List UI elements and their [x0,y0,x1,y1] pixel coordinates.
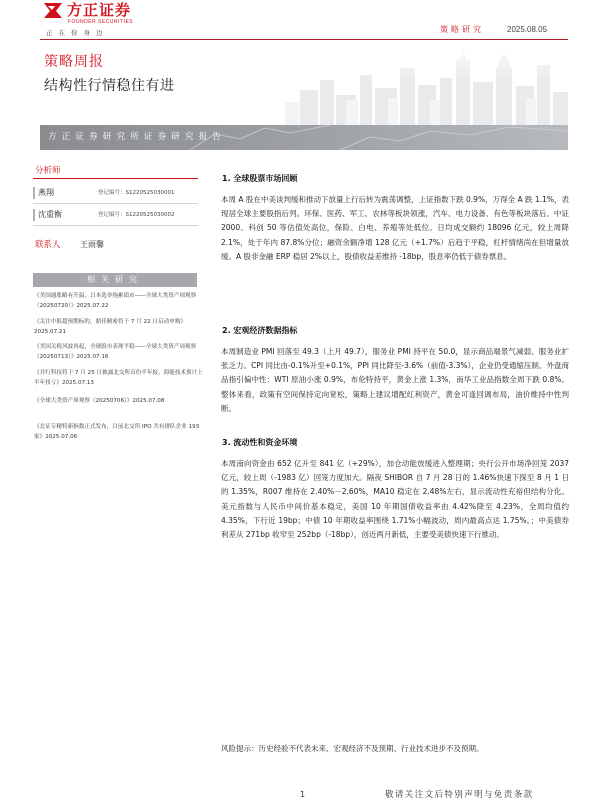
related-research-item[interactable]: 《美国关税风波再起，全球股市表现平稳——全球大类资产周观察（20250713）》2025.07.16 [34,344,197,360]
related-research-title: 相关研究 [87,275,143,284]
contact-label: 联系人 [35,240,61,250]
brand-slogan: 正在你身边 [46,29,109,37]
analyst-name: 沈重衡 [38,210,62,219]
related-research-item[interactable]: 《并行科技将于 7 月 25 日披露北交所首份半年报，海能技术预计上半年扭亏》2025.07.13 [34,370,203,386]
section-body: 本周南向资金由 652 亿升至 841 亿（+29%），加仓动能放缓进入整理期；央行公开市场净回笼 2037 亿元，较上周（-1983 亿）回笼力度加大。隔夜 SHIBOR 自 7 月 28 日的 1.46%快速下探至 8 月 1 日的 1.35%，R007 维持在 2.40%－2.60%，MA10 稳定在 2.48%左右，显示流动性充裕但结构分化。美元指数与人民币中间价基本稳定，美国 10 年期国债收益率由 4.42%降至 4.23%，全周均值约 4.35%，下行近 19bp；中债 10 年期收益率围绕 1.71%小幅波动，周内最高点达 1.75%。；中美债券利差从 271bp 收窄至 252bp（-18bp），创近两月新低，主要受美债快速下行推动。 [221,459,569,540]
analyst-marker [33,209,35,221]
brand-name-en: FOUNDER SECURITIES [68,19,134,25]
section-heading: 2. 宏观经济数据指标 [222,326,298,335]
related-research-item[interactable]: 《北证专精特新指数正式发布，目前北交所 IPO 共有排队企业 193 家》2025.07.06 [34,424,200,440]
analyst-name: 燕翔 [38,188,54,197]
city-skyline-illustration [280,40,568,125]
institute-banner [40,125,568,150]
analyst-divider [33,225,198,226]
analyst-registration: 登记编号：S1220525030001 [98,190,175,196]
analysts-divider [33,178,198,179]
related-research-header [33,273,197,287]
banner-text: 方正证券研究所证券研究报告 [48,132,227,142]
related-research-item[interactable]: 《关注中报超预期标的，鼎佳精密将于 7 月 22 日启动申购》2025.07.21 [34,319,187,335]
related-research-item[interactable]: 《全球大类资产周观察（20250706）》2025.07.08 [34,398,165,404]
brand-name-cn: 方正证券 [67,1,132,19]
section-heading: 3. 流动性和资金环境 [222,438,298,447]
section-heading: 1. 全球股票市场回顾 [222,174,298,183]
section-body: 本周 A 股在中美谈判缓和推动下放量上行后转为震荡调整，上证指数下跌 0.9%，万得全 A 跌 1.1%，表现居全球主要股指后列。环保、医药、军工、农林等板块领涨，汽车、电力设备、有色等板块落后。中证 2000、科创 50 等估值处高位，保险、白电、养殖等处低位。日均成交额约 18096 亿元，较上周降 2.1%，处于年内 87.8%分位；融资余额净增 128 亿元（+1.7%）后趋于平稳，杠杆情绪尚在但增量放缓。A 股非金融 ERP 稳居 2%以上，股债收益差维持 -18bp，股息率仍低于债券票息。 [221,195,569,261]
footer-disclaimer: 敬请关注文后特别声明与免责条款 [385,790,534,800]
related-research-item[interactable]: 《美国通胀略有升温，日本选举拖累债市——全球大类资产周观察（20250720）》2025.07.22 [34,293,197,309]
contact-name: 王雨馨 [80,240,104,249]
analysts-label: 分析师 [35,166,61,176]
analyst-registration: 登记编号：S1220525030002 [98,212,175,218]
page-number: 1 [300,790,306,799]
risk-warning: 风险提示：历史经验不代表未来、宏观经济不及预期、行业技术进步不及预期。 [221,744,484,753]
section-body: 本周制造业 PMI 回落至 49.3（上月 49.7），服务业 PMI 持平在 50.0，显示商品端景气减弱、服务业扩张乏力。CPI 同比由-0.1%升至+0.1%，PPI 同比降至-3.6%（前值-3.3%），企业仍受通缩压制。外盘商品指引偏中性：WTI 原油小涨 0.9%，布伦特持平，黄金上涨 1.3%，南华工业品指数全周下跌 0.8%。整体来看，政策有空间保持定向宽松，策略上建议增配红利资产，黄金可逢回调布局，油价维持中性判断。 [221,347,569,413]
report-date: 2025.08.05 [507,25,548,34]
founder-logo-icon [42,1,64,20]
analyst-marker [33,187,35,199]
report-category: 策略研究 [440,25,484,34]
analyst-divider [33,203,198,204]
report-headline: 结构性行情稳住有进 [44,78,175,94]
report-type-label: 策略周报 [44,54,104,70]
